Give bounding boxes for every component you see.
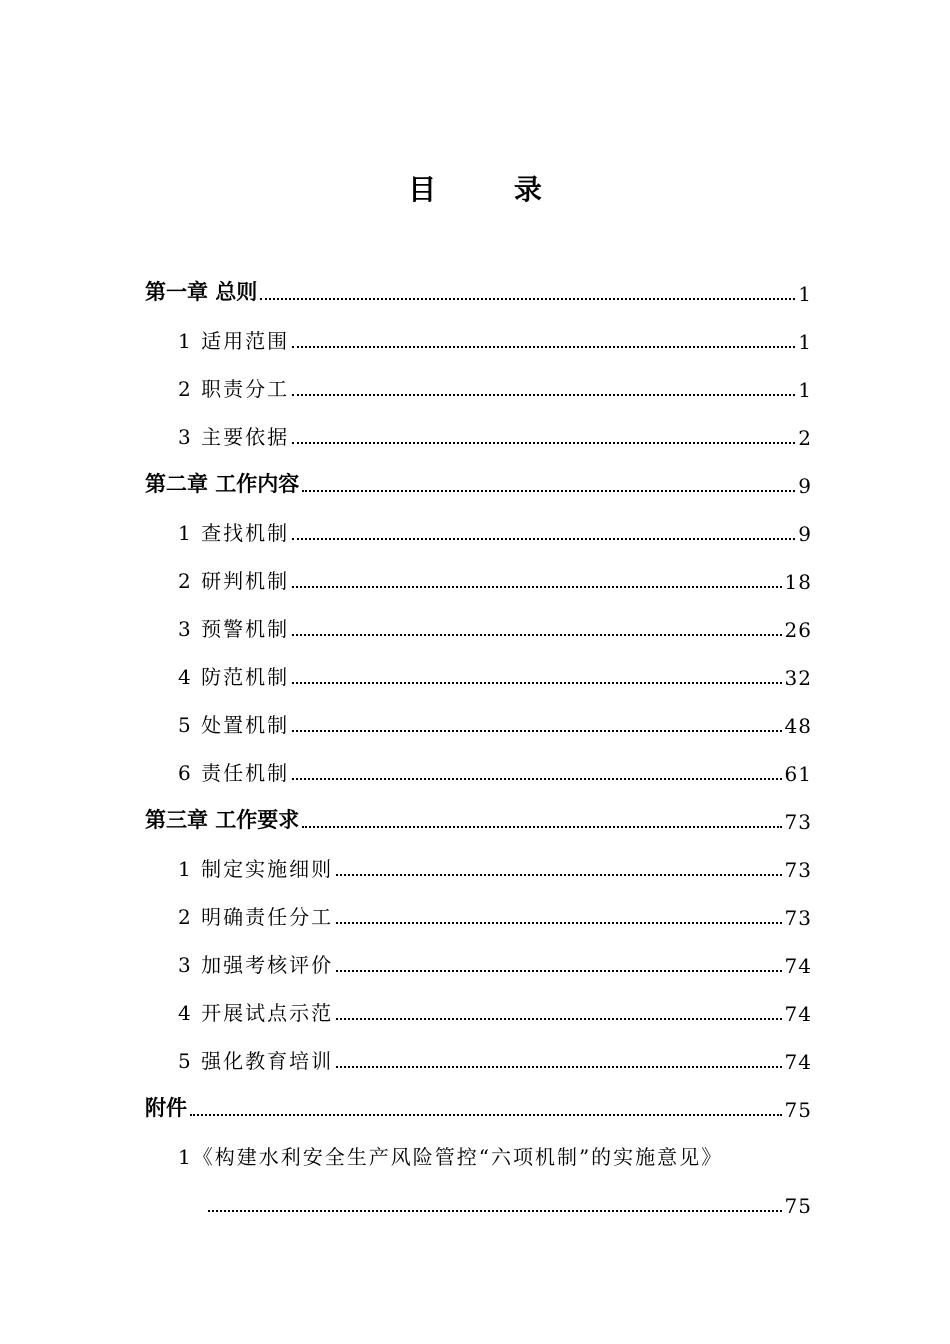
toc-label: 2 职责分工 [178,377,290,401]
toc-label: 1 适用范围 [178,329,290,353]
toc-page-number: 26 [784,618,812,642]
toc-appendix-item-1[interactable] [145,1132,812,1180]
toc-label: 附件 [145,1096,187,1120]
toc-label: 4 开展试点示范 [178,1001,334,1025]
toc-leader-dots [336,970,781,972]
toc-item-2-1[interactable] [145,508,812,556]
toc-item-1-1[interactable] [145,316,812,364]
toc-leader-dots [208,1210,782,1212]
toc-label: 第三章 工作要求 [145,808,300,832]
toc-page-number: 9 [798,474,812,498]
toc-label: 2 研判机制 [178,569,290,593]
toc-item-3-3[interactable] [145,940,812,988]
toc-item-2-6[interactable] [145,748,812,796]
toc-chapter-3[interactable] [145,796,812,844]
toc-leader-dots [302,826,781,828]
toc-chapter-1[interactable] [145,268,812,316]
toc-page-number: 73 [784,810,812,834]
toc-page-number: 1 [798,378,812,402]
toc-page-number: 74 [784,954,812,978]
toc-page-number: 18 [784,570,812,594]
toc-leader-dots [336,922,781,924]
toc-item-1-3[interactable] [145,412,812,460]
toc-page-number: 1 [798,330,812,354]
toc-label: 3 主要依据 [178,425,290,449]
toc-item-3-1[interactable] [145,844,812,892]
page-title: 目 录 [408,173,576,206]
toc-item-2-4[interactable] [145,652,812,700]
toc-leader-dots [292,778,781,780]
toc-item-3-2[interactable] [145,892,812,940]
toc-leader-dots [260,298,795,300]
table-of-contents [145,268,812,1228]
toc-label: 第二章 工作内容 [145,472,300,496]
toc-appendix-item-1-continued[interactable] [145,1180,812,1228]
toc-label: 2 明确责任分工 [178,905,334,929]
toc-page-number: 32 [784,666,812,690]
toc-leader-dots [292,346,795,348]
toc-item-2-5[interactable] [145,700,812,748]
toc-leader-dots [336,874,781,876]
toc-leader-dots [292,394,795,396]
toc-leader-dots [292,538,795,540]
toc-page-number: 73 [784,858,812,882]
toc-page-number: 74 [784,1002,812,1026]
toc-item-2-3[interactable] [145,604,812,652]
toc-page-number: 2 [798,426,812,450]
toc-label: 5 强化教育培训 [178,1049,334,1073]
toc-leader-dots [292,682,781,684]
toc-page-number: 75 [784,1194,812,1218]
toc-appendix[interactable] [145,1084,812,1132]
toc-item-3-5[interactable] [145,1036,812,1084]
toc-leader-dots [336,1018,781,1020]
toc-page-number: 73 [784,906,812,930]
toc-page-number: 1 [798,282,812,306]
toc-item-1-2[interactable] [145,364,812,412]
toc-label: 6 责任机制 [178,761,290,785]
toc-leader-dots [336,1066,781,1068]
toc-page-number: 9 [798,522,812,546]
toc-page-number: 74 [784,1050,812,1074]
toc-label: 1 查找机制 [178,521,290,545]
toc-leader-dots [292,586,781,588]
toc-page-number: 75 [784,1098,812,1122]
toc-label: 3 预警机制 [178,617,290,641]
toc-page-number: 61 [784,762,812,786]
toc-leader-dots [292,730,781,732]
toc-label: 1《构建水利安全生产风险管控“六项机制”的实施意见》 [178,1145,724,1169]
toc-leader-dots [190,1114,782,1116]
toc-item-3-4[interactable] [145,988,812,1036]
toc-leader-dots [292,442,795,444]
toc-label: 第一章 总则 [145,280,258,304]
toc-item-2-2[interactable] [145,556,812,604]
toc-leader-dots [302,490,795,492]
toc-label: 3 加强考核评价 [178,953,334,977]
toc-label: 4 防范机制 [178,665,290,689]
toc-page-number: 48 [784,714,812,738]
toc-label: 1 制定实施细则 [178,857,334,881]
toc-leader-dots [292,634,781,636]
toc-label: 5 处置机制 [178,713,290,737]
toc-chapter-2[interactable] [145,460,812,508]
